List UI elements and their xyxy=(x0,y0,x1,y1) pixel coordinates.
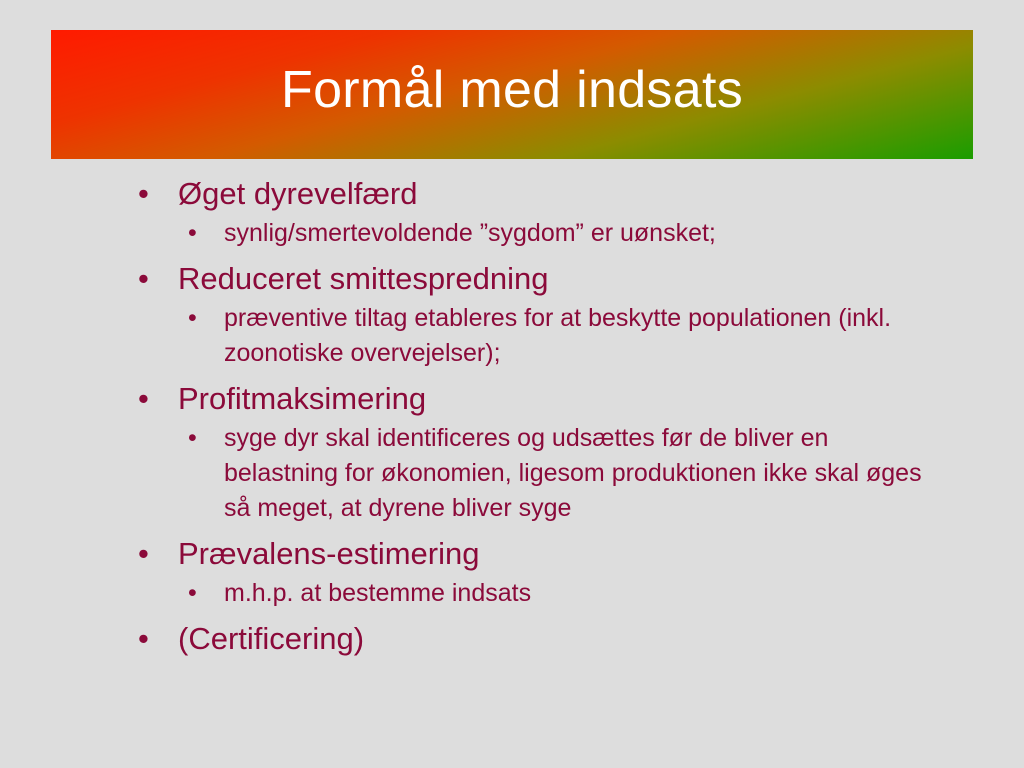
sub-bullet-item xyxy=(138,421,958,526)
bullet-item xyxy=(138,172,958,216)
sub-bullet-icon: • xyxy=(188,219,197,247)
sub-bullet-text: synlig/smertevoldende ”sygdom” er uønsket; xyxy=(224,219,716,247)
bullet-item xyxy=(138,377,958,421)
bullet-text: Øget dyrevelfærd xyxy=(178,176,418,211)
bullet-item xyxy=(138,257,958,301)
sub-bullet-item xyxy=(138,576,958,611)
bullet-icon: • xyxy=(138,381,149,416)
bullet-list xyxy=(138,172,958,661)
bullet-item xyxy=(138,617,958,661)
sub-bullet-item xyxy=(138,216,958,251)
sub-bullet-icon: • xyxy=(188,304,197,332)
bullet-text: (Certificering) xyxy=(178,621,365,656)
bullet-text: Reduceret smittespredning xyxy=(178,261,549,296)
slide-title: Formål med indsats xyxy=(281,60,743,119)
bullet-icon: • xyxy=(138,536,149,571)
bullet-item xyxy=(138,532,958,576)
sub-bullet-text: m.h.p. at bestemme indsats xyxy=(224,579,532,607)
title-bar xyxy=(51,30,973,159)
bullet-icon: • xyxy=(138,261,149,296)
sub-bullet-text: præventive tiltag etableres for at beskytte populationen (inkl. zoonotiske overvejelser); xyxy=(224,304,892,367)
sub-bullet-icon: • xyxy=(188,424,197,452)
sub-bullet-text: syge dyr skal identificeres og udsættes før de bliver en belastning for økonomien, ligesom produktionen ikke skal øges så meget, at dyrene bliver syge xyxy=(224,424,922,522)
bullet-text: Prævalens-estimering xyxy=(178,536,480,571)
bullet-icon: • xyxy=(138,176,149,211)
bullet-icon: • xyxy=(138,621,149,656)
sub-bullet-item xyxy=(138,301,958,371)
sub-bullet-icon: • xyxy=(188,579,197,607)
bullet-text: Profitmaksimering xyxy=(178,381,427,416)
